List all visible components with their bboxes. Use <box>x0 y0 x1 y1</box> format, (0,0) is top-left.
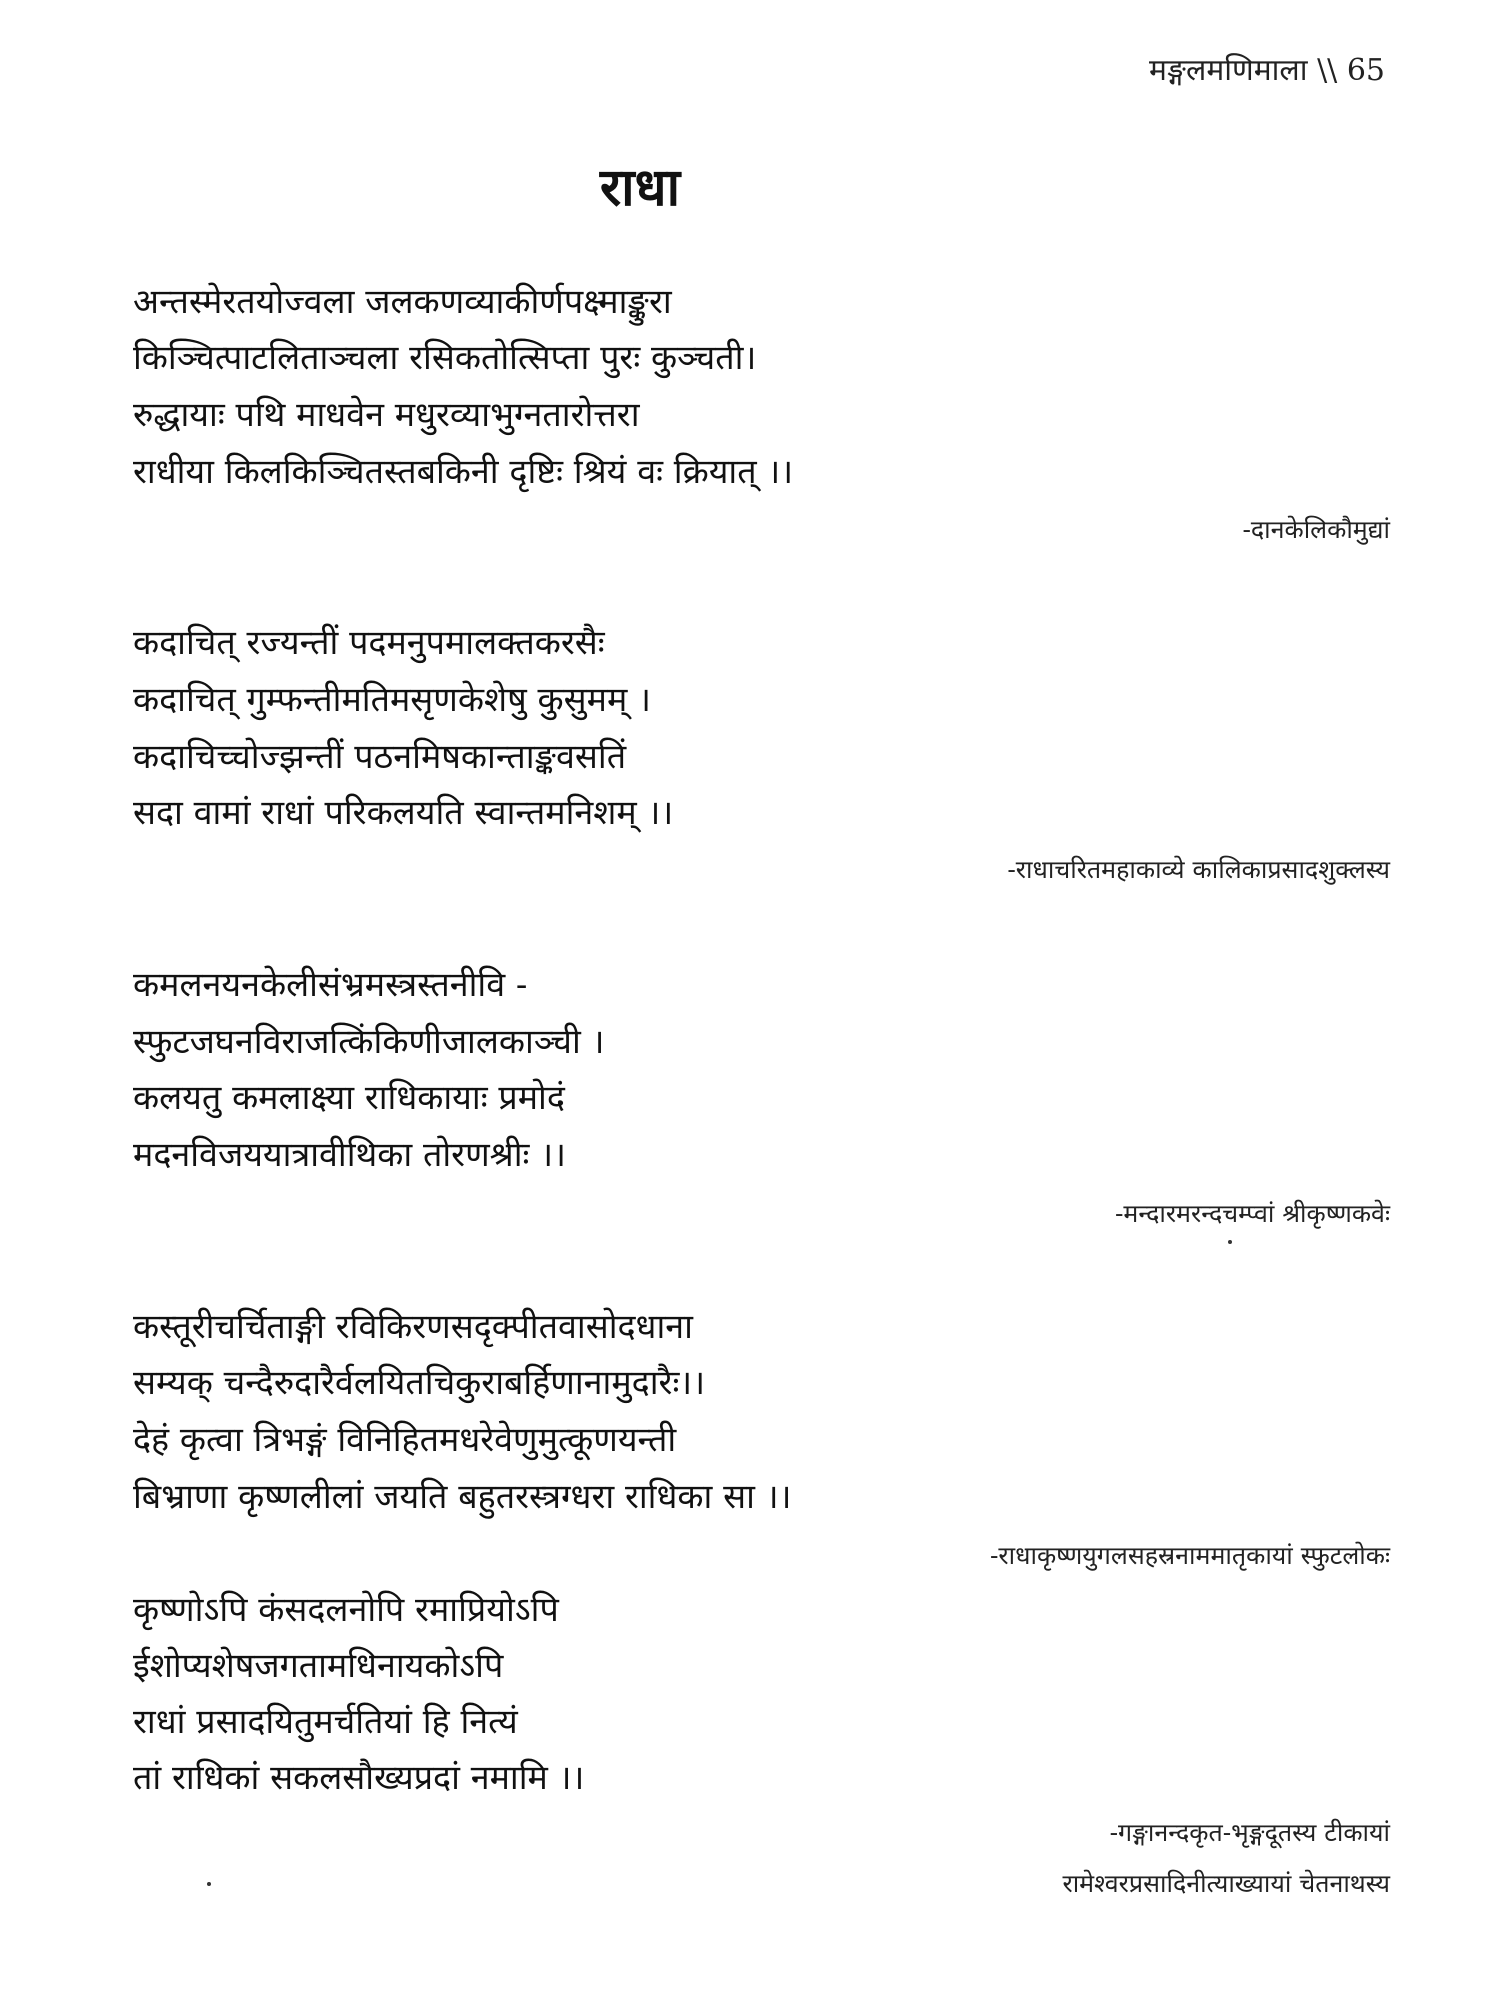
verse-attribution: -दानकेलिकौमुद्यां <box>1242 515 1390 544</box>
verse-line: मदनविजययात्रावीथिका तोरणश्रीः ।। <box>133 1135 566 1175</box>
verse-line: कमलनयनकेलीसंभ्रमस्त्रस्तनीवि - <box>133 965 528 1005</box>
verse-line: कस्तूरीचर्चिताङ्गी रविकिरणसदृक्पीतवासोदधाना <box>133 1307 693 1347</box>
verse-line: तां राधिकां सकलसौख्यप्रदां नमामि ।। <box>133 1758 585 1798</box>
verse-line: बिभ्राणा कृष्णलीलां जयति बहुतरस्त्रग्धरा राधिका सा ।। <box>133 1477 792 1517</box>
verse-line: ईशोप्यशेषजगतामधिनायकोऽपि <box>133 1646 504 1686</box>
verse-line: राधीया किलकिञ्चितस्तबकिनी दृष्टिः श्रियं वः क्रियात् ।। <box>133 452 794 492</box>
verse-line: सदा वामां राधां परिकलयति स्वान्तमनिशम् ।। <box>133 793 674 833</box>
verse-line: कृष्णोऽपि कंसदलनोपि रमाप्रियोऽपि <box>133 1590 559 1630</box>
verse-line: सम्यक् चन्दैरुदारैर्वलयितचिकुराबर्हिणानामुदारैः।। <box>133 1363 706 1403</box>
verse-attribution: -राधाकृष्णयुगलसहस्रनाममातृकायां स्फुटलोकः <box>989 1541 1390 1570</box>
verse-attribution: -राधाचरितमहाकाव्ये कालिकाप्रसादशुक्लस्य <box>1007 855 1390 884</box>
running-header: मङ्गलमणिमाला \\ 65 <box>1149 53 1385 88</box>
verse-line: स्फुटजघनविराजत्किंकिणीजालकाञ्ची । <box>133 1022 605 1062</box>
verse-attribution: -मन्दारमरन्दचम्प्वां श्रीकृष्णकवेः <box>1114 1199 1390 1228</box>
verse-line: कलयतु कमलाक्ष्या राधिकायाः प्रमोदं <box>133 1078 565 1118</box>
verse-line: अन्तस्मेरतयोज्वला जलकणव्याकीर्णपक्ष्माङ्कुरा <box>133 282 672 322</box>
page-title: राधा <box>599 157 681 218</box>
verse-line: कदाचिच्चोज्झन्तीं पठनमिषकान्ताङ्कवसतिं <box>133 737 627 777</box>
verse-attribution: रामेश्वरप्रसादिनीत्याख्यायां चेतनाथस्य <box>1062 1869 1390 1898</box>
verse-line: कदाचित् रज्यन्तीं पदमनुपमालक्तकरसैः <box>133 623 605 663</box>
verse-line: रुद्धायाः पथि माधवेन मधुरव्याभुग्नतारोत्तरा <box>133 395 640 435</box>
verse-line: कदाचित् गुम्फन्तीमतिमसृणकेशेषु कुसुमम् । <box>133 680 652 720</box>
verse-attribution: -गङ्गानन्दकृत-भृङ्गदूतस्य टीकायां <box>1109 1818 1390 1847</box>
print-speck <box>207 1882 211 1886</box>
print-speck <box>1228 1240 1232 1244</box>
verse-line: देहं कृत्वा त्रिभङ्गं विनिहितमधरेवेणुमुत्कूणयन्ती <box>133 1420 677 1460</box>
verse-line: किञ्चित्पाटलिताञ्चला रसिकतोत्सिप्ता पुरः कुञ्चती। <box>133 338 757 378</box>
verse-line: राधां प्रसादयितुमर्चतियां हि नित्यं <box>133 1702 518 1742</box>
